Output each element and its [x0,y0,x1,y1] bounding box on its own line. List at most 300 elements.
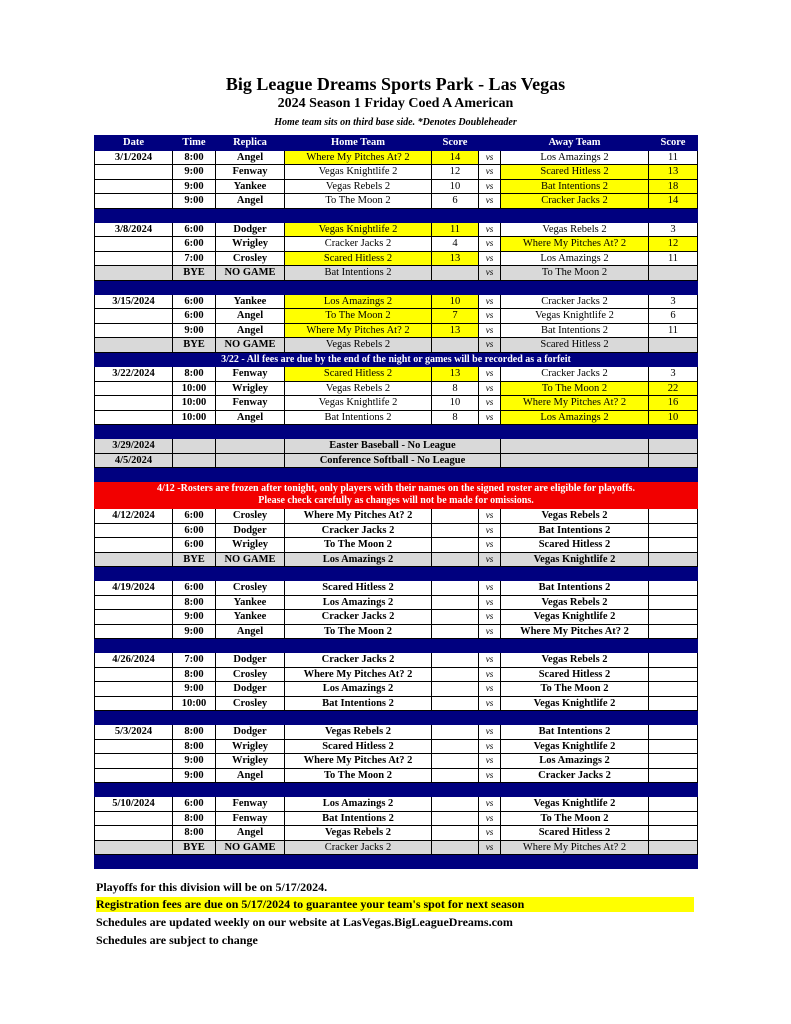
home-team-cell: Los Amazings 2 [285,552,432,567]
replica-cell: Angel [216,323,285,338]
time-cell: 6:00 [173,523,216,538]
date-cell [95,840,173,855]
time-cell [173,439,216,454]
away-team-cell: Where My Pitches At? 2 [501,624,649,639]
away-score-cell [649,523,698,538]
date-cell: 3/8/2024 [95,222,173,237]
game-row [95,309,698,324]
replica-cell: Yankee [216,595,285,610]
away-score-cell [649,840,698,855]
home-score-cell: 8 [432,410,479,425]
away-score-cell: 18 [649,179,698,194]
page-subtitle: 2024 Season 1 Friday Coed A American [277,96,514,111]
away-team-cell: Vegas Rebels 2 [501,595,649,610]
home-team-note: Home team sits on third base side. *Denotes Doubleheader [274,117,517,128]
replica-cell: Dodger [216,653,285,668]
replica-cell: Crosley [216,509,285,524]
away-score-cell [649,509,698,524]
away-score-cell [649,338,698,353]
roster-notice-line1: 4/12 -Rosters are frozen after tonight, only players with their names on the signed roster are eligible for playoffs. [157,483,635,494]
away-team-cell: Bat Intentions 2 [501,725,649,740]
date-cell [95,251,173,266]
vs-cell: vs [479,509,501,524]
date-cell [95,768,173,783]
home-score-cell [432,595,479,610]
away-team-cell [501,439,649,454]
vs-cell: vs [479,194,501,209]
game-row [95,367,698,382]
col-home-score-header: Score [432,136,479,151]
away-score-cell: 11 [649,251,698,266]
home-team-cell: Vegas Rebels 2 [285,179,432,194]
bye-row [95,552,698,567]
vs-cell: vs [479,811,501,826]
time-cell: 8:00 [173,150,216,165]
game-row [95,323,698,338]
replica-cell: Angel [216,194,285,209]
away-score-cell [649,811,698,826]
vs-cell: vs [479,552,501,567]
time-cell: 8:00 [173,667,216,682]
vs-cell: vs [479,754,501,769]
time-cell: 7:00 [173,251,216,266]
game-row [95,624,698,639]
away-team-cell: Vegas Knightlife 2 [501,696,649,711]
replica-cell: Wrigley [216,754,285,769]
vs-cell: vs [479,667,501,682]
week-separator [95,567,698,581]
home-team-cell: Los Amazings 2 [285,294,432,309]
home-score-cell: 13 [432,251,479,266]
vs-cell: vs [479,725,501,740]
away-team-cell: Where My Pitches At? 2 [501,237,649,252]
date-cell [95,696,173,711]
time-cell: 8:00 [173,725,216,740]
bye-row [95,266,698,281]
date-cell [95,381,173,396]
vs-cell: vs [479,653,501,668]
vs-cell: vs [479,610,501,625]
date-cell: 3/22/2024 [95,367,173,382]
separator-cell [95,280,698,294]
time-cell: 9:00 [173,624,216,639]
replica-cell: Angel [216,309,285,324]
time-cell: 10:00 [173,410,216,425]
replica-cell: Crosley [216,696,285,711]
replica-cell: Dodger [216,682,285,697]
date-cell: 5/3/2024 [95,725,173,740]
home-score-cell [432,682,479,697]
col-time-header: Time [173,136,216,151]
vs-cell: vs [479,309,501,324]
time-cell: 6:00 [173,538,216,553]
date-cell [95,165,173,180]
home-team-cell: To The Moon 2 [285,768,432,783]
bye-row [95,338,698,353]
game-row [95,739,698,754]
date-cell [95,624,173,639]
away-team-cell: Vegas Rebels 2 [501,222,649,237]
time-cell: 9:00 [173,682,216,697]
home-score-cell [432,338,479,353]
home-score-cell: 13 [432,323,479,338]
home-team-cell: Los Amazings 2 [285,595,432,610]
game-row [95,581,698,596]
away-team-cell: Vegas Knightlife 2 [501,610,649,625]
vs-cell: vs [479,410,501,425]
no-league-row [95,453,698,468]
game-row [95,826,698,841]
time-cell: 8:00 [173,826,216,841]
game-row [95,653,698,668]
date-cell [95,266,173,281]
home-team-cell: Vegas Knightlife 2 [285,165,432,180]
away-team-cell: Where My Pitches At? 2 [501,840,649,855]
home-team-cell: Bat Intentions 2 [285,266,432,281]
away-score-cell: 10 [649,410,698,425]
time-cell: BYE [173,840,216,855]
home-team-cell: Cracker Jacks 2 [285,610,432,625]
bye-row [95,840,698,855]
home-team-cell: Cracker Jacks 2 [285,840,432,855]
time-cell: BYE [173,338,216,353]
vs-cell: vs [479,237,501,252]
date-cell [95,610,173,625]
game-row [95,797,698,812]
away-team-cell: To The Moon 2 [501,682,649,697]
home-team-cell: Los Amazings 2 [285,797,432,812]
home-score-cell: 13 [432,367,479,382]
home-team-cell: Where My Pitches At? 2 [285,667,432,682]
date-cell [95,667,173,682]
home-team-cell: Scared Hitless 2 [285,739,432,754]
away-score-cell [649,667,698,682]
home-score-cell: 4 [432,237,479,252]
replica-cell: Angel [216,768,285,783]
replica-cell: Yankee [216,610,285,625]
away-score-cell: 3 [649,294,698,309]
away-team-cell: Vegas Rebels 2 [501,653,649,668]
game-row [95,610,698,625]
vs-cell: vs [479,150,501,165]
notice-text: 3/22 - All fees are due by the end of the night or games will be recorded as a forfeit [95,352,698,367]
time-cell: 10:00 [173,696,216,711]
replica-cell: Angel [216,826,285,841]
vs-cell: vs [479,367,501,382]
time-cell: 8:00 [173,811,216,826]
home-team-cell: Scared Hitless 2 [285,251,432,266]
home-team-cell: Vegas Rebels 2 [285,338,432,353]
game-row [95,725,698,740]
home-team-cell: Cracker Jacks 2 [285,653,432,668]
away-team-cell: Bat Intentions 2 [501,523,649,538]
replica-cell: Dodger [216,725,285,740]
time-cell: 8:00 [173,739,216,754]
game-row [95,381,698,396]
home-team-cell: Cracker Jacks 2 [285,523,432,538]
game-row [95,523,698,538]
away-team-cell: To The Moon 2 [501,811,649,826]
away-score-cell [649,768,698,783]
game-row [95,754,698,769]
replica-cell: Fenway [216,367,285,382]
date-cell: 4/19/2024 [95,581,173,596]
away-team-cell: Vegas Knightlife 2 [501,739,649,754]
replica-cell: Yankee [216,294,285,309]
time-cell: BYE [173,552,216,567]
home-team-cell: To The Moon 2 [285,538,432,553]
week-separator [95,783,698,797]
home-team-cell: Vegas Rebels 2 [285,381,432,396]
home-team-cell: To The Moon 2 [285,624,432,639]
time-cell: 7:00 [173,653,216,668]
away-score-cell: 3 [649,367,698,382]
game-row [95,179,698,194]
game-row [95,811,698,826]
separator-cell [95,711,698,725]
replica-cell: Angel [216,410,285,425]
vs-cell: vs [479,826,501,841]
replica-cell: Fenway [216,811,285,826]
col-away-team-header: Away Team [501,136,649,151]
separator-cell [95,468,698,482]
replica-cell: Dodger [216,222,285,237]
replica-cell: Yankee [216,179,285,194]
home-score-cell: 6 [432,194,479,209]
time-cell: 9:00 [173,179,216,194]
away-team-cell: Scared Hitless 2 [501,338,649,353]
no-league-row [95,439,698,454]
game-row [95,595,698,610]
time-cell: 9:00 [173,194,216,209]
separator-cell [95,567,698,581]
away-team-cell: Los Amazings 2 [501,150,649,165]
home-team-cell: Los Amazings 2 [285,682,432,697]
vs-cell: vs [479,682,501,697]
vs-cell: vs [479,251,501,266]
away-score-cell: 11 [649,150,698,165]
away-team-cell: To The Moon 2 [501,266,649,281]
vs-cell: vs [479,538,501,553]
home-score-cell [432,610,479,625]
date-cell [95,410,173,425]
home-score-cell [432,509,479,524]
away-team-cell [501,453,649,468]
date-cell: 5/10/2024 [95,797,173,812]
away-score-cell: 3 [649,222,698,237]
home-team-cell: Bat Intentions 2 [285,811,432,826]
home-team-cell: Bat Intentions 2 [285,696,432,711]
home-score-cell [432,840,479,855]
vs-cell: vs [479,696,501,711]
home-team-cell: Where My Pitches At? 2 [285,150,432,165]
schedule-table [94,135,698,869]
home-score-cell: 7 [432,309,479,324]
replica-cell: NO GAME [216,840,285,855]
game-row [95,682,698,697]
date-cell: 4/5/2024 [95,453,173,468]
replica-cell: Crosley [216,251,285,266]
date-cell [95,194,173,209]
away-team-cell: Scared Hitless 2 [501,826,649,841]
date-cell: 3/1/2024 [95,150,173,165]
date-cell [95,754,173,769]
home-team-cell: Vegas Knightlife 2 [285,396,432,411]
away-score-cell [649,581,698,596]
vs-cell: vs [479,523,501,538]
home-score-cell [432,768,479,783]
away-team-cell: Bat Intentions 2 [501,323,649,338]
game-row [95,251,698,266]
time-cell: 6:00 [173,237,216,252]
date-cell [95,595,173,610]
home-score-cell [432,811,479,826]
replica-cell: Wrigley [216,538,285,553]
date-cell [95,338,173,353]
away-team-cell: Scared Hitless 2 [501,165,649,180]
vs-cell: vs [479,266,501,281]
fees-notice-row [95,352,698,367]
replica-cell: Crosley [216,667,285,682]
time-cell: 9:00 [173,610,216,625]
replica-cell: Dodger [216,523,285,538]
date-cell [95,323,173,338]
replica-cell: NO GAME [216,338,285,353]
week-separator [95,855,698,869]
replica-cell [216,453,285,468]
week-separator [95,208,698,222]
away-score-cell [649,826,698,841]
vs-cell: vs [479,338,501,353]
home-score-cell: 8 [432,381,479,396]
replica-cell: NO GAME [216,266,285,281]
home-score-cell [432,624,479,639]
away-team-cell: Cracker Jacks 2 [501,194,649,209]
away-score-cell [649,653,698,668]
home-score-cell [432,667,479,682]
away-score-cell [649,595,698,610]
replica-cell: Fenway [216,396,285,411]
replica-cell: Angel [216,150,285,165]
vs-cell: vs [479,768,501,783]
home-score-cell: 10 [432,179,479,194]
replica-cell: Wrigley [216,237,285,252]
col-home-team-header: Home Team [285,136,432,151]
col-date-header: Date [95,136,173,151]
game-row [95,768,698,783]
away-team-cell: To The Moon 2 [501,381,649,396]
subject-to-change-note: Schedules are subject to change [96,933,258,947]
time-cell: 9:00 [173,323,216,338]
time-cell: 6:00 [173,309,216,324]
game-row [95,696,698,711]
home-team-cell: Scared Hitless 2 [285,367,432,382]
away-score-cell [649,797,698,812]
replica-cell: Angel [216,624,285,639]
away-score-cell: 6 [649,309,698,324]
away-team-cell: Los Amazings 2 [501,251,649,266]
vs-cell: vs [479,396,501,411]
col-away-score-header: Score [649,136,698,151]
game-row [95,222,698,237]
away-score-cell [649,552,698,567]
away-team-cell: Bat Intentions 2 [501,179,649,194]
game-row [95,194,698,209]
away-team-cell: Scared Hitless 2 [501,667,649,682]
home-team-cell: Where My Pitches At? 2 [285,509,432,524]
replica-cell: Crosley [216,581,285,596]
home-score-cell [432,523,479,538]
home-team-cell: Where My Pitches At? 2 [285,323,432,338]
week-separator [95,639,698,653]
away-team-cell: Cracker Jacks 2 [501,294,649,309]
time-cell: BYE [173,266,216,281]
date-cell [95,826,173,841]
home-score-cell [432,538,479,553]
roster-notice [95,482,698,509]
home-team-cell: Vegas Knightlife 2 [285,222,432,237]
vs-cell: vs [479,222,501,237]
away-team-cell: Scared Hitless 2 [501,538,649,553]
home-team-cell: Cracker Jacks 2 [285,237,432,252]
away-team-cell: Los Amazings 2 [501,754,649,769]
home-score-cell: 12 [432,165,479,180]
time-cell: 6:00 [173,509,216,524]
home-score-cell [432,725,479,740]
date-cell [95,552,173,567]
time-cell [173,453,216,468]
away-team-cell: Where My Pitches At? 2 [501,396,649,411]
col-replica-header: Replica [216,136,285,151]
away-score-cell: 22 [649,381,698,396]
week-separator [95,425,698,439]
vs-cell: vs [479,840,501,855]
home-team-cell: Where My Pitches At? 2 [285,754,432,769]
playoffs-note: Playoffs for this division will be on 5/17/2024. [96,880,328,894]
home-team-cell: Vegas Rebels 2 [285,826,432,841]
date-cell [95,237,173,252]
away-score-cell [649,610,698,625]
page-title: Big League Dreams Sports Park - Las Vegas [225,74,566,94]
vs-cell: vs [479,179,501,194]
date-cell [95,179,173,194]
home-team-cell: Vegas Rebels 2 [285,725,432,740]
time-cell: 6:00 [173,797,216,812]
home-score-cell: 10 [432,294,479,309]
date-cell [95,396,173,411]
no-league-text: Easter Baseball - No League [285,439,501,454]
date-cell: 3/15/2024 [95,294,173,309]
game-row [95,410,698,425]
home-score-cell [432,739,479,754]
away-score-cell [649,624,698,639]
table-header-row [95,136,698,151]
game-row [95,396,698,411]
date-cell: 4/26/2024 [95,653,173,668]
time-cell: 9:00 [173,768,216,783]
vs-cell: vs [479,323,501,338]
registration-note: Registration fees are due on 5/17/2024 to guarantee your team's spot for next season [96,897,694,912]
away-score-cell: 11 [649,323,698,338]
vs-cell: vs [479,294,501,309]
game-row [95,509,698,524]
vs-cell: vs [479,595,501,610]
away-score-cell: 16 [649,396,698,411]
home-score-cell: 10 [432,396,479,411]
away-score-cell [649,453,698,468]
home-team-cell: Scared Hitless 2 [285,581,432,596]
date-cell [95,739,173,754]
